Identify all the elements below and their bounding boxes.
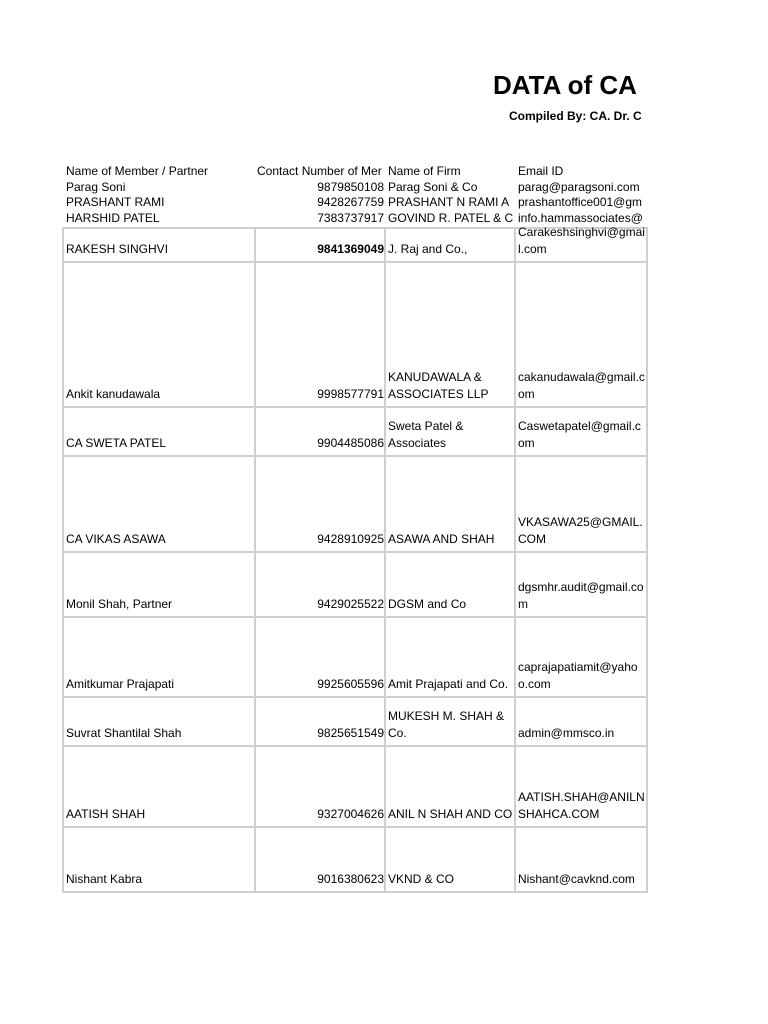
header-contact: Contact Number of Mer	[257, 164, 382, 178]
table-row-email: Caswetapatel@gmail.com	[518, 419, 641, 450]
header-firm: Name of Firm	[388, 164, 461, 178]
table-row-phone: 9998577791	[317, 387, 384, 401]
table-row-firm: Sweta Patel & Associates	[388, 419, 464, 450]
table-row-email: info.hammassociates@	[518, 211, 643, 225]
table-row-email: prashantoffice001@gm	[518, 195, 643, 209]
table-row-name: PRASHANT RAMI	[66, 195, 165, 209]
table-row-firm: VKND & CO	[388, 872, 455, 886]
page-title: DATA of CA	[493, 70, 637, 100]
table-row-name: Suvrat Shantilal Shah	[66, 726, 182, 740]
table-row-email: parag@paragsoni.com	[518, 180, 640, 194]
header-email: Email ID	[518, 164, 564, 178]
compiled-by: Compiled By: CA. Dr. C	[509, 109, 642, 123]
table-row-phone: 9904485086	[317, 436, 384, 450]
header-name: Name of Member / Partner	[66, 164, 209, 178]
table-row-name: Monil Shah, Partner	[66, 597, 173, 611]
table-row-phone: 9879850108	[317, 180, 384, 194]
table-row-phone: 7383737917	[317, 211, 384, 225]
table-row-email: VKASAWA25@GMAIL.COM	[518, 515, 643, 546]
table-row-name: RAKESH SINGHVI	[66, 242, 169, 256]
table-row-email: cakanudawala@gmail.com	[518, 370, 645, 401]
table-row-name: Nishant Kabra	[66, 872, 143, 886]
table-row-firm: ANIL N SHAH AND CO	[388, 807, 513, 821]
table-row-phone: 9428267759	[317, 195, 384, 209]
table-row-firm: MUKESH M. SHAH & Co.	[388, 709, 505, 740]
table-row-firm: J. Raj and Co.,	[388, 242, 468, 256]
table-row-firm: DGSM and Co	[388, 597, 467, 611]
table-row-email: caprajapatiamit@yahoo.com	[518, 660, 638, 691]
table-row-phone: 9925605596	[317, 677, 384, 691]
table-row-phone: 9841369049	[317, 242, 384, 256]
table-row-email: AATISH.SHAH@ANILNSHAHCA.COM	[518, 790, 645, 821]
table-row-name: CA SWETA PATEL	[66, 436, 167, 450]
table-row-email: Nishant@cavknd.com	[518, 872, 635, 886]
table-row-email: admin@mmsco.in	[518, 726, 615, 740]
table-row-name: Amitkumar Prajapati	[66, 677, 175, 691]
table-row-firm: PRASHANT N RAMI A	[388, 195, 510, 209]
table-row-phone: 9327004626	[317, 807, 384, 821]
table-row-firm: ASAWA AND SHAH	[388, 532, 495, 546]
table-row-phone: 9825651549	[317, 726, 384, 740]
table-row-firm: Parag Soni & Co	[388, 180, 478, 194]
table-row-email: dgsmhr.audit@gmail.com	[518, 580, 644, 611]
table-row-email: Carakeshsinghvi@gmail.com	[518, 225, 645, 256]
table-row-phone: 9428910925	[317, 532, 384, 546]
table-row-name: CA VIKAS ASAWA	[66, 532, 166, 546]
table-row-name: Parag Soni	[66, 180, 126, 194]
table-row-name: AATISH SHAH	[66, 807, 146, 821]
table-row-name: Ankit kanudawala	[66, 387, 161, 401]
table-row-phone: 9429025522	[317, 597, 384, 611]
table-row-firm: KANUDAWALA & ASSOCIATES LLP	[388, 370, 489, 401]
table-row-phone: 9016380623	[317, 872, 384, 886]
table-row-firm: GOVIND R. PATEL & C	[388, 211, 514, 225]
table-row-firm: Amit Prajapati and Co.	[388, 677, 509, 691]
table-row-name: HARSHID PATEL	[66, 211, 160, 225]
